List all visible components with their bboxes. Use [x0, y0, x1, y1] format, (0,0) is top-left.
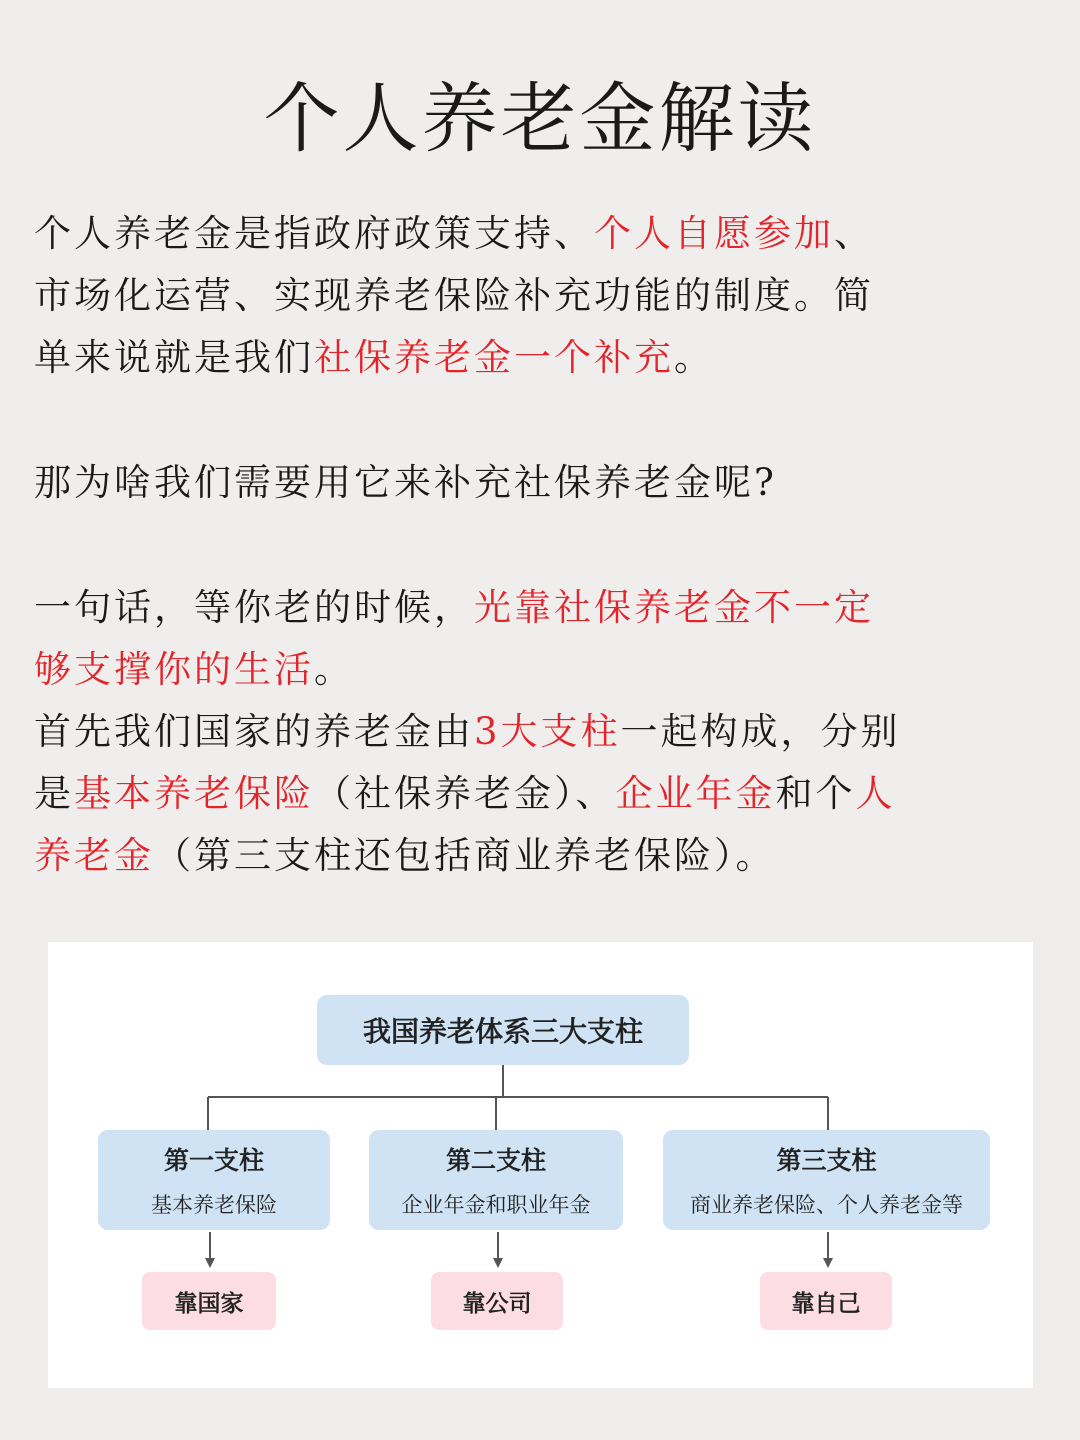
- intro-paragraph: [34, 203, 1044, 389]
- paragraph-text: （社保养老金）、: [314, 772, 616, 815]
- highlighted-text: 人 养老金: [34, 772, 896, 877]
- highlighted-text: 个人自愿参加: [594, 212, 834, 255]
- paragraph-text: 一句话，等你老的时候，: [34, 586, 474, 629]
- paragraph-text: 。: [674, 336, 714, 379]
- paragraph-text: 。: [314, 648, 354, 691]
- pillar-3-subtitle: 商业养老保险、个人养老金等: [690, 1193, 963, 1217]
- paragraph-text: （第三支柱还包括商业养老保险）。: [154, 834, 776, 877]
- answer-paragraph: [34, 577, 1044, 701]
- paragraph-text: 首先我们国家的养老金由: [34, 710, 474, 753]
- page-title: 个人养老金解读: [263, 74, 817, 163]
- paragraph-text: 和个: [775, 772, 856, 815]
- paragraph-text: 一起构成，分别 是: [34, 710, 901, 815]
- highlighted-text: 光靠社保养老金不一定 够支撑你的生活: [34, 586, 874, 691]
- pillar-2-subtitle: 企业年金和职业年金: [401, 1193, 591, 1217]
- question-text: 那为啥我们需要用它来补充社保养老金呢?: [34, 461, 777, 504]
- highlighted-text: 企业年金: [615, 772, 776, 815]
- rely-on-self-box: 靠自己: [760, 1272, 892, 1330]
- pillar-1-title: 第一支柱: [163, 1146, 264, 1175]
- pension-pillars-diagram: [48, 942, 1033, 1388]
- pillar-2-box: [369, 1130, 623, 1230]
- pillars-paragraph: [34, 701, 1044, 887]
- pillar-1-subtitle: 基本养老保险: [151, 1193, 277, 1217]
- question-paragraph: [34, 452, 1044, 514]
- highlighted-text: 基本养老保险: [74, 772, 314, 815]
- highlighted-text: 3大支柱: [474, 710, 621, 753]
- pillar-3-box: [663, 1130, 990, 1230]
- paragraph-text: 、 市场化运营、实现养老保险补充功能的制度。简 单来说就是我们: [34, 212, 874, 379]
- diagram-root-box: 我国养老体系三大支柱: [317, 995, 689, 1065]
- pillar-1-box: [98, 1130, 330, 1230]
- pillar-2-title: 第二支柱: [445, 1146, 546, 1175]
- rely-on-state-box: 靠国家: [142, 1272, 276, 1330]
- pillar-3-title: 第三支柱: [776, 1146, 877, 1175]
- rely-on-company-box: 靠公司: [431, 1272, 563, 1330]
- paragraph-text: 个人养老金是指政府政策支持、: [34, 212, 594, 255]
- highlighted-text: 社保养老金一个补充: [314, 336, 674, 379]
